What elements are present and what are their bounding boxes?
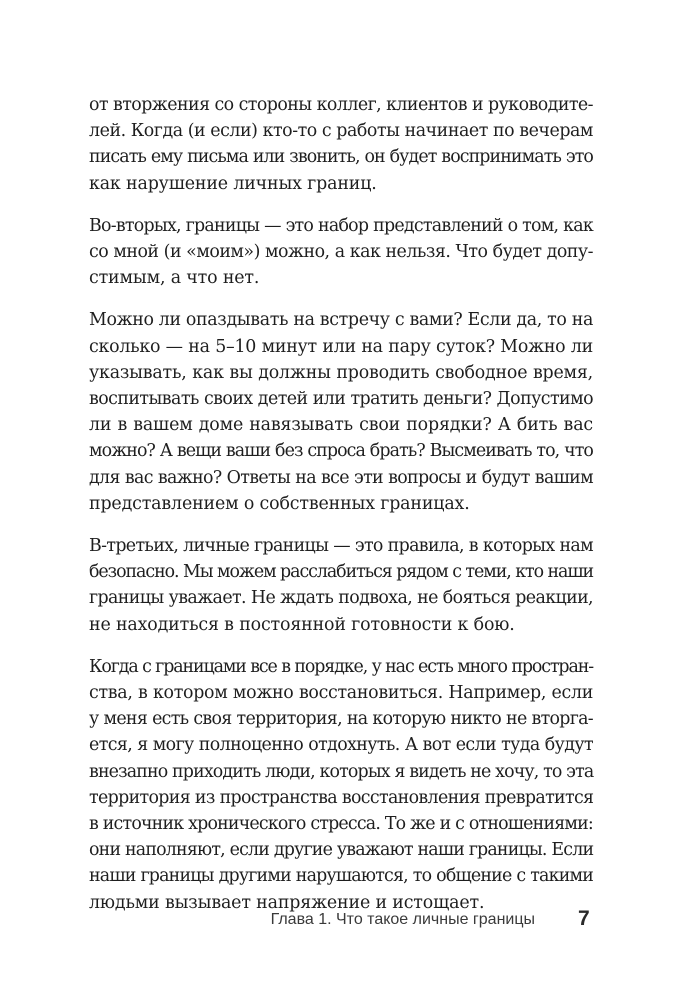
paragraph-4: [89, 533, 593, 638]
text-line: как нарушение личных границ.: [89, 173, 377, 194]
text-line: ства, в котором можно восстановиться. Например, если: [89, 683, 593, 704]
text-line: не находиться в постоянной готовности к бою.: [89, 614, 515, 635]
paragraph-2: [89, 213, 593, 292]
text-line: стимым, а что нет.: [89, 268, 260, 289]
text-line: сколько — на 5–10 минут или на пару суток? Можно ли: [89, 336, 593, 357]
text-line: у меня есть своя территория, на которую никто не вторга-: [89, 709, 593, 730]
text-line: лей. Когда (и если) кто-то с работы начинает по вечерам: [89, 121, 593, 142]
text-line: указывать, как вы должны проводить свободное время,: [89, 362, 593, 383]
body-text: [89, 92, 593, 932]
text-line: воспитывать своих детей или тратить деньги? Допустимо: [89, 389, 593, 410]
text-line: В-третьих, личные границы — это правила, в которых нам: [89, 536, 593, 557]
text-line: Можно ли опаздывать на встречу с вами? Если да, то на: [89, 310, 593, 331]
page-footer: [0, 907, 681, 937]
paragraph-3: [89, 307, 593, 517]
text-line: в источник хронического стресса. То же и с отношениями:: [89, 814, 593, 835]
text-line: безопасно. Мы можем расслабиться рядом с теми, кто наши: [89, 562, 593, 583]
text-line: писать ему письма или звонить, он будет воспринимать это: [89, 147, 593, 168]
running-title: Глава 1. Что такое личные границы: [270, 911, 535, 928]
text-line: внезапно приходить люди, которых я видеть не хочу, то эта: [89, 761, 594, 782]
text-line: наши границы другими нарушаются, то общение с такими: [89, 866, 593, 887]
paragraph-1: [89, 92, 593, 197]
text-line: Во-вторых, границы — это набор представлений о том, как: [89, 215, 593, 236]
text-line: они наполняют, если другие уважают наши границы. Если: [89, 840, 594, 861]
text-line: ли в вашем доме навязывать свои порядки? А бить вас: [89, 415, 593, 436]
text-line: территория из пространства восстановления превратится: [89, 787, 594, 808]
page-number: 7: [578, 907, 590, 930]
text-line: людьми вызывает напряжение и истощает.: [89, 892, 485, 913]
text-line: для вас важно? Ответы на все эти вопросы и будут вашим: [89, 467, 593, 488]
text-line: Когда с границами все в порядке, у нас есть много простран-: [89, 656, 593, 677]
text-line: со мной (и «моим») можно, а как нельзя. Что будет допу-: [89, 242, 593, 263]
text-line: представлением о собственных границах.: [89, 493, 470, 514]
text-line: можно? А вещи ваши без спроса брать? Высмеивать то, что: [89, 441, 593, 462]
paragraph-5: [89, 654, 593, 916]
text-line: ется, я могу полноценно отдохнуть. А вот если туда будут: [89, 735, 593, 756]
text-line: границы уважает. Не ждать подвоха, не бояться реакции,: [89, 588, 593, 609]
text-line: от вторжения со стороны коллег, клиентов и руководите-: [89, 95, 593, 115]
